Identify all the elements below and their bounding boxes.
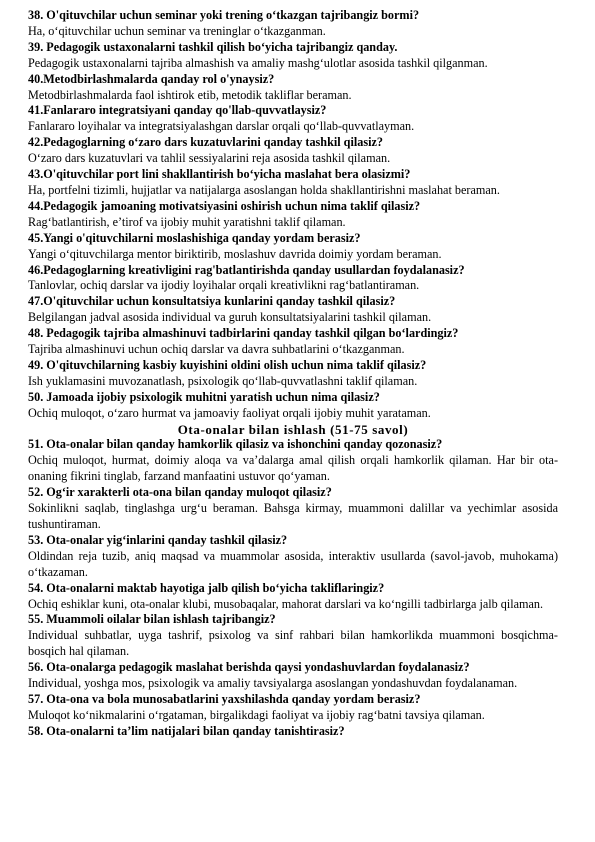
answer-46: Tanlovlar, ochiq darslar va ijodiy loyihalar orqali kreativlikni rag‘batlantiraman. xyxy=(28,278,420,293)
document-page xyxy=(28,8,558,740)
answer-53: Oldindan reja tuzib, aniq maqsad va muammolar asosida, interaktiv usullarda (savol-javob, muhokama) o‘tkazaman. xyxy=(28,548,558,579)
question-45: 45.Yangi o'qituvchilarni moslashishiga qanday yordam berasiz? xyxy=(28,230,361,245)
answer-41: Fanlararo loyihalar va integratsiyalashgan darslar orqali qo‘llab-quvvatlayman. xyxy=(28,119,415,134)
qa-block-teachers xyxy=(28,8,558,422)
question-54: 54. Ota-onalarni maktab hayotiga jalb qilish bo‘yicha takliflaringiz? xyxy=(28,580,385,595)
question-40: 40.Metodbirlashmalarda qanday rol o'ynaysiz? xyxy=(28,71,275,86)
answer-56: Individual, yoshga mos, psixologik va amaliy tavsiyalarga asoslangan yondashuvdan foydalanaman. xyxy=(28,676,518,691)
question-55: 55. Muammoli oilalar bilan ishlash tajribangiz? xyxy=(28,612,276,627)
question-51: 51. Ota-onalar bilan qanday hamkorlik qilasiz va ishonchini qanday qozonasiz? xyxy=(28,437,443,452)
answer-47: Belgilangan jadval asosida individual va guruh konsultatsiyalarini tashkil qilaman. xyxy=(28,310,432,325)
qa-block-parents xyxy=(28,437,558,739)
answer-42: O‘zaro dars kuzatuvlari va tahlil sessiyalarini reja asosida tashkil qilaman. xyxy=(28,151,391,166)
answer-45: Yangi o‘qituvchilarga mentor biriktirib, moslashuv davrida doimiy yordam beraman. xyxy=(28,246,442,261)
question-41: 41.Fanlararo integratsiyani qanday qo'llab-quvvatlaysiz? xyxy=(28,103,327,118)
answer-52: Sokinlikni saqlab, tinglashga urg‘u beraman. Bahsga kirmay, muammoni dalillar va yechimlar asosida tushuntiraman. xyxy=(28,501,558,531)
question-43: 43.O'qituvchilar port lini shakllantirish bo‘yicha maslahat bera olasizmi? xyxy=(28,167,411,182)
question-39: 39. Pedagogik ustaxonalarni tashkil qilish bo‘yicha tajribangiz qanday. xyxy=(28,39,398,54)
answer-43: Ha, portfelni tizimli, hujjatlar va natijalarga asoslangan holda shakllantirishni maslahat beraman. xyxy=(28,182,500,197)
answer-48: Tajriba almashinuvi uchun ochiq darslar va davra suhbatlarini o‘tkazganman. xyxy=(28,342,405,357)
question-42: 42.Pedagoglarning o‘zaro dars kuzatuvlarini qanday tashkil qilasiz? xyxy=(28,135,383,150)
answer-44: Rag‘batlantirish, e’tirof va ijobiy muhit yaratishni taklif qilaman. xyxy=(28,214,346,229)
answer-49: Ish yuklamasini muvozanatlash, psixologik qo‘llab-quvvatlashni taklif qilaman. xyxy=(28,373,418,388)
question-47: 47.O'qituvchilar uchun konsultatsiya kunlarini qanday tashkil qilasiz? xyxy=(28,294,396,309)
question-57: 57. Ota-ona va bola munosabatlarini yaxshilashda qanday yordam berasiz? xyxy=(28,691,421,706)
answer-57: Muloqot ko‘nikmalarini o‘rgataman, birgalikdagi faoliyat va ijobiy rag‘batni tavsiya qilaman. xyxy=(28,707,485,722)
question-49: 49. O'qituvchilarning kasbiy kuyishini oldini olish uchun nima taklif qilasiz? xyxy=(28,357,427,372)
question-50: 50. Jamoada ijobiy psixologik muhitni yaratish uchun nima qilasiz? xyxy=(28,389,380,404)
answer-39: Pedagogik ustaxonalarni tajriba almashish va amaliy mashg‘ulotlar asosida tashkil qilganman. xyxy=(28,55,488,70)
question-53: 53. Ota-onalar yig‘inlarini qanday tashkil qilasiz? xyxy=(28,532,288,547)
question-38: 38. O'qituvchilar uchun seminar yoki trening o‘tkazgan tajribangiz bormi? xyxy=(28,8,420,22)
answer-40: Metodbirlashmalarda faol ishtirok etib, metodik takliflar beraman. xyxy=(28,87,352,102)
answer-54: Ochiq eshiklar kuni, ota-onalar klubi, musobaqalar, mahorat darslari va ko‘ngilli tadbirlarga jalb qilaman. xyxy=(28,596,544,611)
question-44: 44.Pedagogik jamoaning motivatsiyasini oshirish uchun nima taklif qilasiz? xyxy=(28,198,421,213)
answer-50: Ochiq muloqot, o‘zaro hurmat va jamoaviy faoliyat orqali ijobiy muhit yarataman. xyxy=(28,405,431,420)
question-56: 56. Ota-onalarga pedagogik maslahat berishda qaysi yondashuvlardan foydalanasiz? xyxy=(28,660,470,675)
question-46: 46.Pedagoglarning kreativligini rag'batlantirishda qanday usullardan foydalanasiz? xyxy=(28,262,465,277)
question-48: 48. Pedagogik tajriba almashinuvi tadbirlarini qanday tashkil qilgan bo‘lardingiz? xyxy=(28,326,459,341)
answer-38: Ha, o‘qituvchilar uchun seminar va treninglar o‘tkazganman. xyxy=(28,23,326,38)
question-58: 58. Ota-onalarni ta’lim natijalari bilan qanday tanishtirasiz? xyxy=(28,723,345,738)
question-52: 52. Og‘ir xarakterli ota-ona bilan qanday muloqot qilasiz? xyxy=(28,485,332,500)
answer-55: Individual suhbatlar, uyga tashrif, psixolog va sinf rahbari bilan hamkorlikda muammoni bosqichma-bosqich hal qilaman. xyxy=(28,628,558,659)
section-title: Ota-onalar bilan ishlash (51-75 savol) xyxy=(177,421,409,437)
answer-51: Ochiq muloqot, hurmat, doimiy aloqa va va’dalarga amal qilish orqali hamkorlik qilaman. Har bir ota-onaning fikrini tinglab, farzand manfaatini ustuvor qo‘yaman. xyxy=(28,453,558,484)
